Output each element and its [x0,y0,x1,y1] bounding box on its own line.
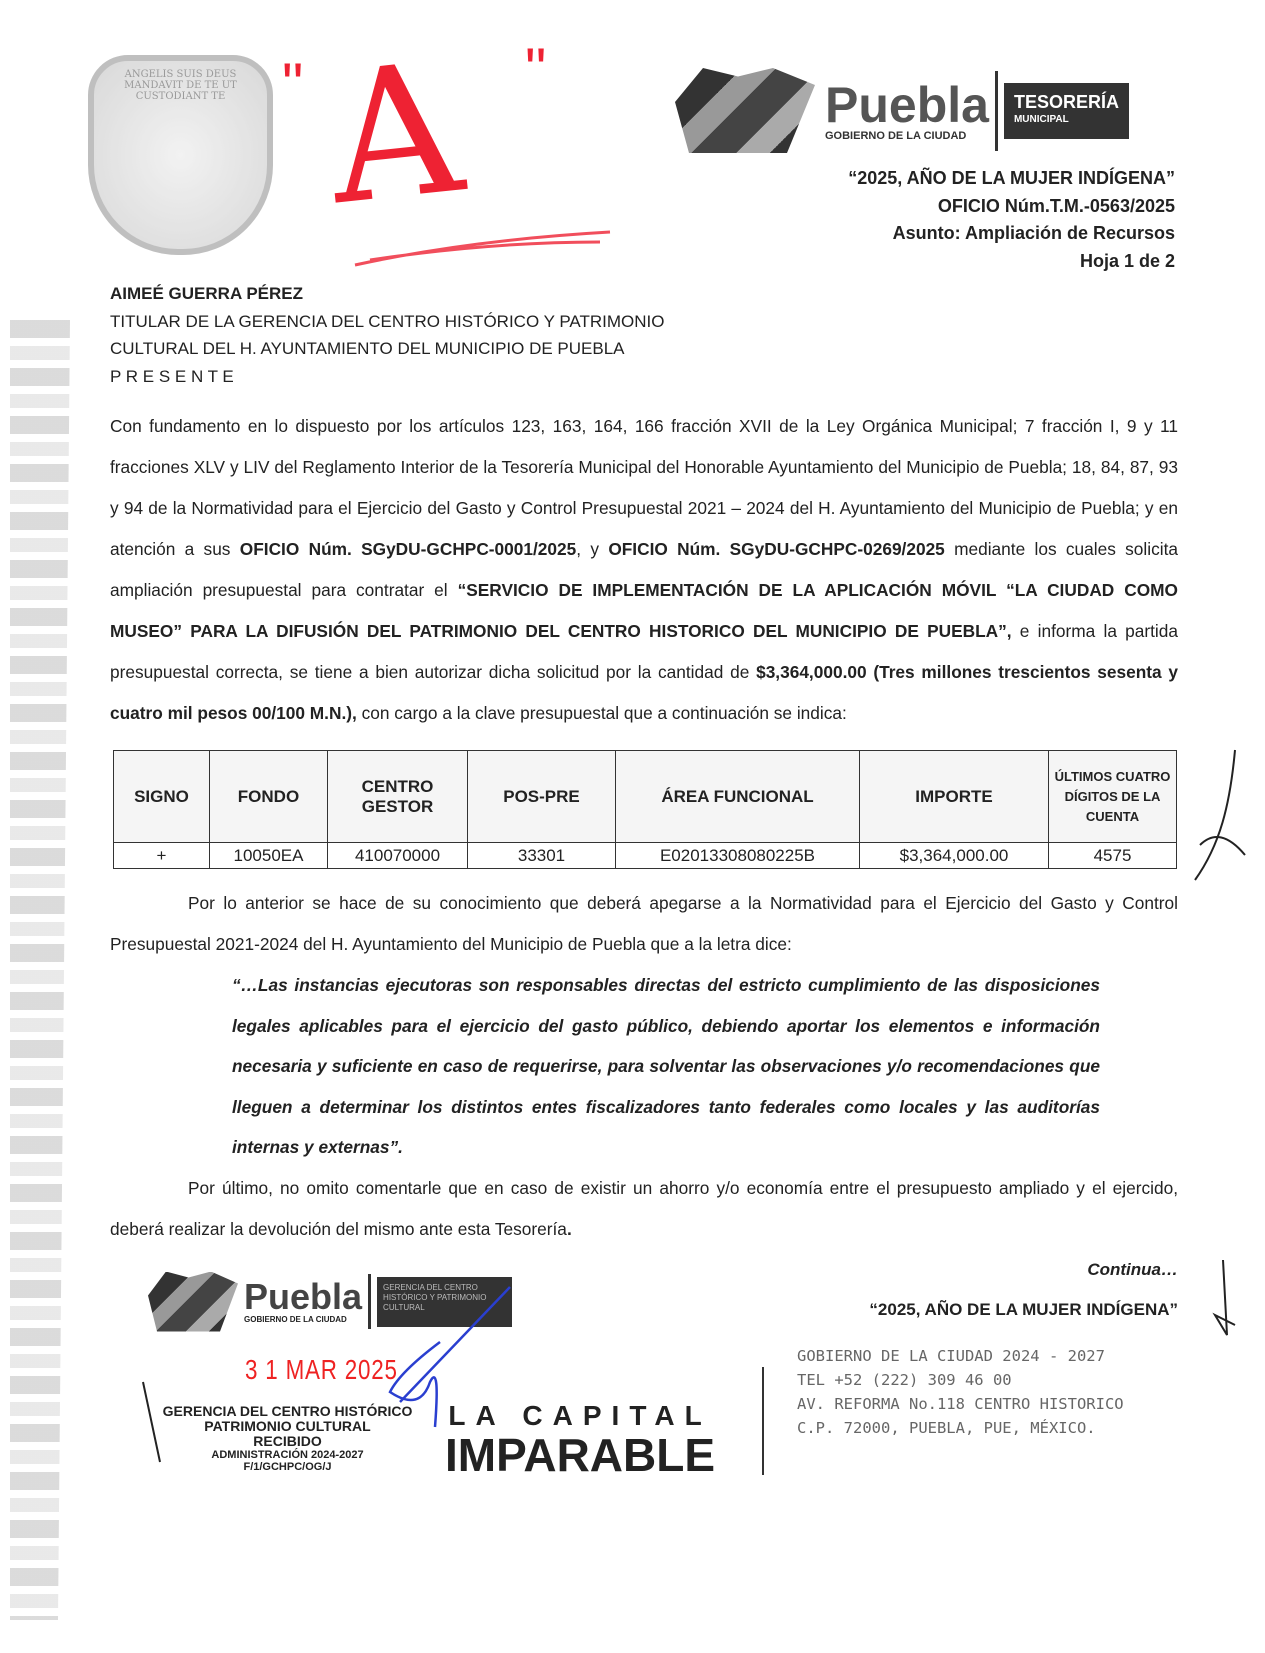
annotation-quote-left: " [282,51,304,118]
p1-text: con cargo a la clave presupuestal que a continuación se indica: [356,703,847,723]
annotation-quote-right: " [525,36,547,103]
addressee-title-2: CULTURAL DEL H. AYUNTAMIENTO DEL MUNICIPIO DE PUEBLA [110,339,625,358]
logo-subtitle: GOBIERNO DE LA CIUDAD [825,129,967,142]
normatividad-quote: “…Las instancias ejecutoras son responsables directas del estricto cumplimiento de las disposiciones legales aplicables para el ejercicio del gasto público, debiendo aportar los elementos e información necesaria y suficiente en caso de requerirse, para solventar las observaciones y/o recomendaciones que lleguen a determinar los distintos entes fiscalizadores tanto federales como locales y las auditorías internas y externas”. [232,975,1100,1157]
decorative-border [10,320,70,1620]
stamp-box: GERENCIA DEL CENTRO HISTÓRICO Y PATRIMONIO CULTURAL [377,1277,512,1327]
slogan-line-1: LA CAPITAL [448,1399,712,1431]
oficio-ref-1: OFICIO Núm. SGyDU-GCHPC-0001/2025 [239,539,577,559]
pen-stroke [138,1377,168,1467]
paragraph-2: Por lo anterior se hace de su conocimiento que deberá apegarse a la Normatividad para el Ejercicio del Gasto y Control Presupuestal 2021-2024 del H. Ayuntamiento del Municipio de Puebla que a la letra dice: [110,893,1178,954]
slogan-line-2: IMPARABLE [445,1428,716,1481]
signature-mark [1205,1255,1245,1345]
cell-importe: $3,364,000.00 [860,843,1049,869]
address-line: TEL +52 (222) 309 46 00 [797,1370,1012,1389]
p1-text: e informa la partida presupuestal correcta, se tiene a bien autorizar dicha solicitud por la cantidad de [110,621,1178,682]
col-header: ÚLTIMOS CUATRO DÍGITOS DE LA CUENTA [1049,751,1177,843]
p3-text: Por último, no omito comentarle que en caso de existir un ahorro y/o economía entre el presupuesto ampliado y el ejercido, deberá realizar la devolución del mismo ante esta Tesorería [110,1177,1178,1239]
letter-body [110,280,1178,1481]
paragraph-1 [110,406,1178,734]
logo-art-icon [675,68,815,153]
col-header: IMPORTE [860,751,1049,843]
addressee [110,280,1178,390]
stamp-logo-art-icon [148,1272,238,1332]
signature-initials [1190,745,1250,885]
stamp-line: PATRIMONIO CULTURAL [204,1417,371,1434]
budget-table [113,750,1177,869]
dept-name: TESORERÍA [1013,91,1119,112]
logo-city: Puebla [825,76,989,133]
address-line: C.P. 72000, PUEBLA, PUE, MÉXICO. [797,1418,1096,1437]
stamp-logo-city: Puebla [244,1276,363,1317]
table-header-row [114,751,1177,843]
footer-motto: “2025, AÑO DE LA MUJER INDÍGENA” [869,1299,1178,1319]
motto: “2025, AÑO DE LA MUJER INDÍGENA” [848,168,1175,188]
stamp-divider [368,1274,371,1329]
col-header: SIGNO [114,751,210,843]
address-line: AV. REFORMA No.118 CENTRO HISTORICO [797,1394,1124,1413]
cell-signo: + [114,843,210,869]
table-row [114,843,1177,869]
stamp-logo-sub: GOBIERNO DE LA CIUDAD [244,1315,347,1324]
stamp-line: ADMINISTRACIÓN 2024-2027 [211,1448,364,1461]
stamp-line: GERENCIA DEL CENTRO HISTÓRICO [162,1402,413,1419]
addressee-name: AIMEÉ GUERRA PÉREZ [110,284,304,303]
red-underline-scribble [350,220,620,270]
p3-end: . [566,1218,572,1239]
cell-area-funcional: E02013308080225B [616,843,860,869]
puebla-tesoreria-logo [675,68,1129,153]
logo-divider [995,71,998,151]
presente: P R E S E N T E [110,366,234,386]
footer-address [797,1344,1124,1440]
col-header: FONDO [210,751,328,843]
cell-fondo: 10050EA [210,843,328,869]
addressee-title-1: TITULAR DE LA GERENCIA DEL CENTRO HISTÓRICO Y PATRIMONIO [110,311,665,331]
p1-text: , y [576,539,609,559]
municipal-seal [88,55,273,255]
col-header: CENTRO GESTOR [328,751,468,843]
continua: Continua… [1087,1259,1178,1279]
amount: $3,364,000.00 (Tres millones trescientos sesenta y cuatro mil pesos 00/100 M.N.), [110,662,1178,723]
col-header: ÁREA FUNCIONAL [616,751,860,843]
oficio-ref-2: OFICIO Núm. SGyDU-GCHPC-0269/2025 [608,539,945,559]
service-name: “SERVICIO DE IMPLEMENTACIÓN DE LA APLICACIÓN MÓVIL “LA CIUDAD COMO MUSEO” PARA LA DIFUSIÓN DEL PATRIMONIO DEL CENTRO HISTORICO DEL MUNICIPIO DE PUEBLA”, [110,580,1178,641]
logo-dept [1004,83,1129,139]
paragraph-3 [110,1168,1178,1250]
blue-pen-signature [380,1282,520,1432]
stamp-line: RECIBIDO [253,1432,322,1449]
document-header-info [848,165,1175,275]
footer [110,1272,1178,1481]
stamp-line: F/1/GCHPC/OG/J [243,1460,332,1473]
oficio-number: OFICIO Núm.T.M.-0563/2025 [937,195,1175,216]
col-header: POS-PRE [468,751,616,843]
p1-text: mediante los cuales solicita ampliación presupuestal para contratar el [110,539,1178,600]
cell-cuenta: 4575 [1049,843,1177,869]
dept-sub: MUNICIPAL [1013,113,1069,125]
asunto: Asunto: Ampliación de Recursos [892,223,1175,243]
cell-pos-pre: 33301 [468,843,616,869]
page-count: Hoja 1 de 2 [1079,250,1175,271]
annotation-letter: A [319,23,471,246]
received-date: 3 1 MAR 2025 [245,1353,398,1385]
address-line: GOBIERNO DE LA CIUDAD 2024 - 2027 [797,1346,1105,1365]
footer-divider [762,1367,764,1475]
cell-centro-gestor: 410070000 [328,843,468,869]
seal-text: ANGELIS SUIS DEUS MANDAVIT DE TE UT CUSTODIANT TE [124,69,237,102]
p1-text: Con fundamento en lo dispuesto por los artículos 123, 163, 164, 166 fracción XVII de la Ley Orgánica Municipal; 7 fracción I, 9 y 11 fracciones XLV y LIV del Reglamento Interior de la Tesorería Municipal del Honorable Ayuntamiento del Municipio de Puebla; 18, 84, 87, 93 y 94 de la Normatividad para el Ejercicio del Gasto y Control Presupuestal 2021 – 2024 del H. Ayuntamiento del Municipio de Puebla; y en atención a sus [110,416,1178,559]
